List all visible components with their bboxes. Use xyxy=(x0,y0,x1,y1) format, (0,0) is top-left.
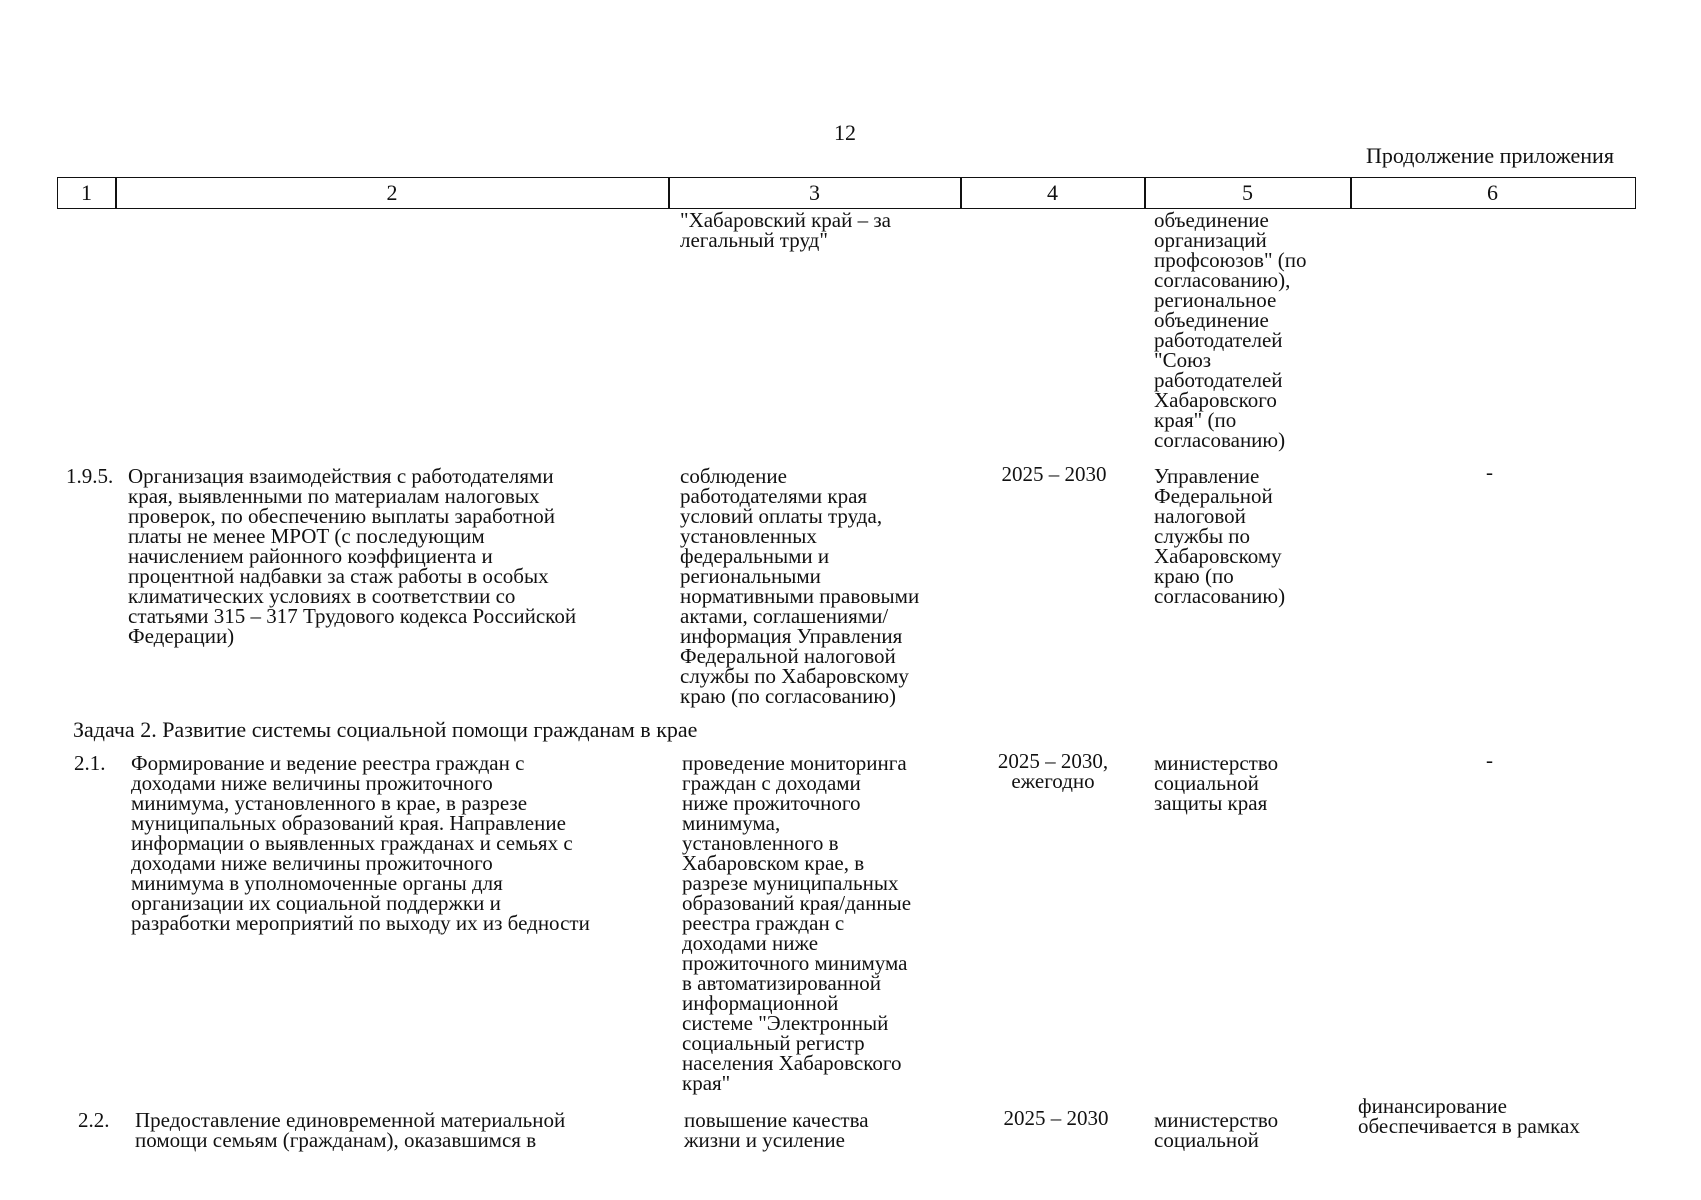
row-result: повышение качества жизни и усиление xyxy=(684,1108,869,1152)
row-number: 1.9.5. xyxy=(66,464,114,488)
row-activity: Организация взаимодействия с работодателями края, выявленными по материалам налоговых проверок, по обеспечению выплаты заработной платы не менее МРОТ (с последующим начислением районного коэффициента и процентной надбавки за стаж работы в особых климатических условиях в соответствии со статьями 315 – 317 Трудового кодекса Российской Федерации) xyxy=(128,464,577,648)
row-activity: Предоставление единовременной материальной помощи семьям (гражданам), оказавшимся в xyxy=(135,1108,566,1152)
page-number: 12 xyxy=(834,120,856,145)
section-heading: Задача 2. Развитие системы социальной помощи гражданам в крае xyxy=(73,717,698,742)
row-financing: - xyxy=(1486,748,1493,772)
continuation-caption: Продолжение приложения xyxy=(1366,143,1614,168)
row-term: 2025 – 2030 xyxy=(1001,462,1107,486)
row-number: 2.1. xyxy=(74,751,106,775)
header-col-1: 1 xyxy=(81,180,92,205)
row-result: соблюдение работодателями края условий оплаты труда, установленных федеральными и региональными нормативными правовыми актами, соглашениями/ информация Управления Федеральной налоговой службы по Хабаровскому краю (по согласованию) xyxy=(680,464,920,708)
header-col-5: 5 xyxy=(1242,180,1253,205)
row-executor: министерство социальной защиты края xyxy=(1154,751,1279,815)
header-col-2: 2 xyxy=(386,180,398,205)
row-financing: финансирование обеспечивается в рамках xyxy=(1358,1094,1580,1138)
header-col-3: 3 xyxy=(809,180,820,205)
row-result: проведение мониторинга граждан с доходами ниже прожиточного минимума, установленного в Хабаровском крае, в разрезе муниципальных образований края/данные реестра граждан с доходами ниже прожиточного минимума в автоматизированной информационной системе "Электронный социальный регистр населения Хабаровского края" xyxy=(682,751,912,1095)
row-term: 2025 – 2030 xyxy=(1003,1106,1109,1130)
carryover-executor: объединение организаций профсоюзов" (по согласованию), региональное объединение работодателей "Союз работодателей Хабаровского края" (по согласованию) xyxy=(1154,208,1307,452)
row-executor: Управление Федеральной налоговой службы по Хабаровскому краю (по согласованию) xyxy=(1154,464,1286,608)
row-financing: - xyxy=(1486,460,1493,484)
header-col-6: 6 xyxy=(1487,180,1498,205)
row-executor: министерство социальной xyxy=(1154,1108,1279,1152)
carryover-result: "Хабаровский край – за легальный труд" xyxy=(680,208,891,252)
header-col-4: 4 xyxy=(1047,180,1058,205)
row-number: 2.2. xyxy=(78,1108,110,1132)
row-activity: Формирование и ведение реестра граждан с доходами ниже величины прожиточного минимума, установленного в крае, в разрезе муниципальных образований края. Направление информации о выявленных гражданах и семьях с доходами ниже величины прожиточного минимума в уполномоченные органы для организации их социальной поддержки и разработки мероприятий по выходу их из бедности xyxy=(131,751,590,935)
table-header-row xyxy=(57,177,1636,209)
row-term: 2025 – 2030, ежегодно xyxy=(997,749,1109,793)
